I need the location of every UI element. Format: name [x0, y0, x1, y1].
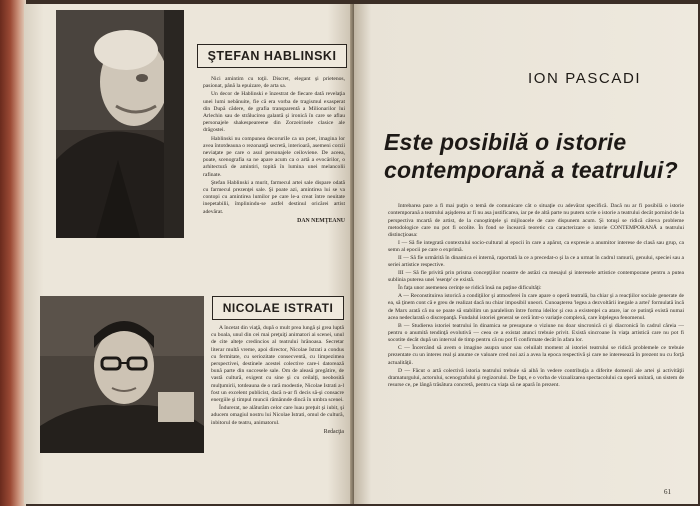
article-body	[388, 203, 684, 390]
article-author: ION PASCADI	[528, 70, 642, 87]
portrait-photo-istrati	[40, 296, 204, 453]
paragraph: III — Să fie privită prin prisma concepţiilor noastre de astăzi ca mesajul şi interesele artistice contemporane pentru a putea sublinia puterea unei 'esenţe' ce există.	[388, 270, 684, 284]
article-title-line: contemporană a teatrului?	[384, 157, 678, 183]
paragraph: I — Să fie integrată contextului socio-cultural al epocii în care a apărut, ca expresie a anumitor interese de clasă sau grup, ca semn al epocii pe care o exprimă.	[388, 239, 684, 254]
paragraph: C — Încercând să avem o imagine asupra unor sau celuilalt moment al istoriei teatrului se ridică problemele ce trebuie prezentate cu un interes real şi anume ce valoare cred noi azi a avea la epoca respectivă şi care ne interesează în prezent nu cu forţă actualităţii.	[388, 345, 684, 366]
paragraph: D — Făcut o artă colectivă istoria teatrului trebuie să aibă în vedere contribuţia a diferite domenii ale artei şi activităţii dramaturgului, actorului, scenografului şi regizorului. De fapt, e o vorba de vizualizarea spectacolului ca operă unitară, un sistem de resurse ce, pe lângă trăsătura concretă, pentru ca viaţa să ne apară în prezent.	[388, 367, 684, 389]
name-box-hablinski: ŞTEFAN HABLINSKI	[197, 44, 347, 68]
portrait-photo-hablinski	[56, 10, 184, 238]
paragraph: În faţa unor asemenea cerinţe se ridică însă nu puţine dificultăţi:	[398, 285, 542, 292]
article-title	[384, 128, 690, 184]
page-number: 61	[664, 488, 671, 496]
paragraph: B — Studierea istoriei teatrului în dinamica se presupune o viziune nu doar sincronică ci şi diacronică în cadrul căreia — pentru o anumită tendinţă evolutivă — ceea ce a existat atunci trebuie privit. Există sincroane în viaţa artistică care nu pot fi socotite decât după un interval de timp pentru că nu pot fi confirmate decât în afara lor.	[388, 322, 684, 344]
paragraph: Intrebarea pare a fi mai puţin o temă de comunicare cât o situaţie cu adevărat specifică. Dacă nu ar fi posibilă o istorie contemporană a teatrului aşişderea ar fi nu asa justificarea, iar pe de altă parte nu putem scrie o istorie a teatrului decât pornind de la perspectiva mcartă de artist, de la cunoştinţele şi mijloacele de care dispunem acum. Şi totuşi se ridică câteva probleme metodologice care nu pot fi ocolite. În fond se încearcă teoretic ca caracterizare o istorie CONTEMPORANĂ a teatrului distincţioasa:	[388, 203, 684, 239]
obituary-hablinski-text	[203, 76, 345, 225]
paragraph: A încetat din viaţă, după o mult prea lungă şi grea luptă cu boala, unul din cei mai preţuiţi animatori ai scenei, unul de cite alteţe credincios al teatrului hrănoasa. Secretar literar multă vreme, apoi director, Nicolae Istrati a condus cu fermitate, cu seriozitate consecventă, cu limpezimea perspectivei, destinele acestei colective care-i datorează bună parte din succesele sale. Om de aleasă pregătire, de vastă cultură, exigent cu sine şi cu ceilalţi, neobosită mulţumirii, totdeauna de o rară modestie, Nicolae Istrati a-l fost un excelent publicist, dacă n-ar fi decis să-şi consacre energiile şi timpul muncii rămânnde dincă în umbra scenei.	[211, 325, 344, 404]
paragraph: Nici amintim cu toţii. Discret, elegant şi prietenos, pasionat, până la epuizare, de arta sa.	[203, 76, 345, 90]
article-title-line: Este posibilă o istorie	[384, 129, 627, 155]
paragraph: II — Să fie urmărită în dinamica ei internă, raportată la ce a precedat-o şi la ce a urmat în cadrul ramurii, genului, speciei sau a seriei artistice respective.	[388, 255, 684, 269]
signature: DAN NEMŢEANU	[297, 217, 345, 224]
paragraph: Un decor de Hablinski e înzestrat de fiecare dată revelaţia unei lumi nebănuite, fie că era vorba de tragismul exasperat din După cădere, de grafia transparentă a Milionarilor lui Arlechin sau de strălucirea galantă şi ironică în care se aflau personajele shakespeareene din Zorzeirinele clasice ale drăgostei.	[203, 91, 345, 134]
signature: Redacţia	[323, 428, 344, 435]
obituary-istrati-text	[211, 325, 344, 436]
name-box-istrati: NICOLAE ISTRATI	[212, 296, 344, 320]
paragraph: Îndurerat, ne alăturăm celor care luau preţuit şi iubit, şi aducem omagiul nostru lui Nicolae Istrati, omul de cultură, inbitorul de teatru, animatorul.	[211, 405, 344, 426]
paragraph: A — Reconstituirea istorică a condiţiilor şi atmosferei în care apare o operă teatrală, ba chiar şi a reacţiilor sociale generate de ea, să ţinem cont că e greu de realizat dacă nu chiar imposibil uneori. Cunoaşterea 'legea a dezvoltării inegale a artei' formulată încă de Marx arată că nu se poate să stabilim un paralelism între forma ideilor şi cea a existenţei ca atare, iar ce putinţă există numai acea nedeclarată o discrepanţă. Fundalul istoriei general se ceră într-o variaţie complexă, care înţelegea fenomenul.	[388, 293, 684, 321]
paragraph: Hablinski nu compunea decoruriIe ca un poet, imagina lor avea întotdeauna o rezonanţă secretă, interioară, asemeni corzii neviaţate pe care o asul personajele ceiloviene. De aceea, poate, scenografia sa ne apare acum ca o artă a evocărilor, o arhitectură de amintiri, topită în lumina unei melancolii rafinate.	[203, 135, 345, 178]
book-binding	[0, 0, 26, 506]
paragraph: Ştefan Hablinski a murit, farmecul artei sale dispare odată cu farmecul prezenţei sale. Şi poate azi, amintirea lui se va contopi cu amintirea lumilor pe care le-a creat între neuitate inepetabilii, împlinindu-se astfel destinul oricărei artist adevărat.	[203, 179, 345, 215]
